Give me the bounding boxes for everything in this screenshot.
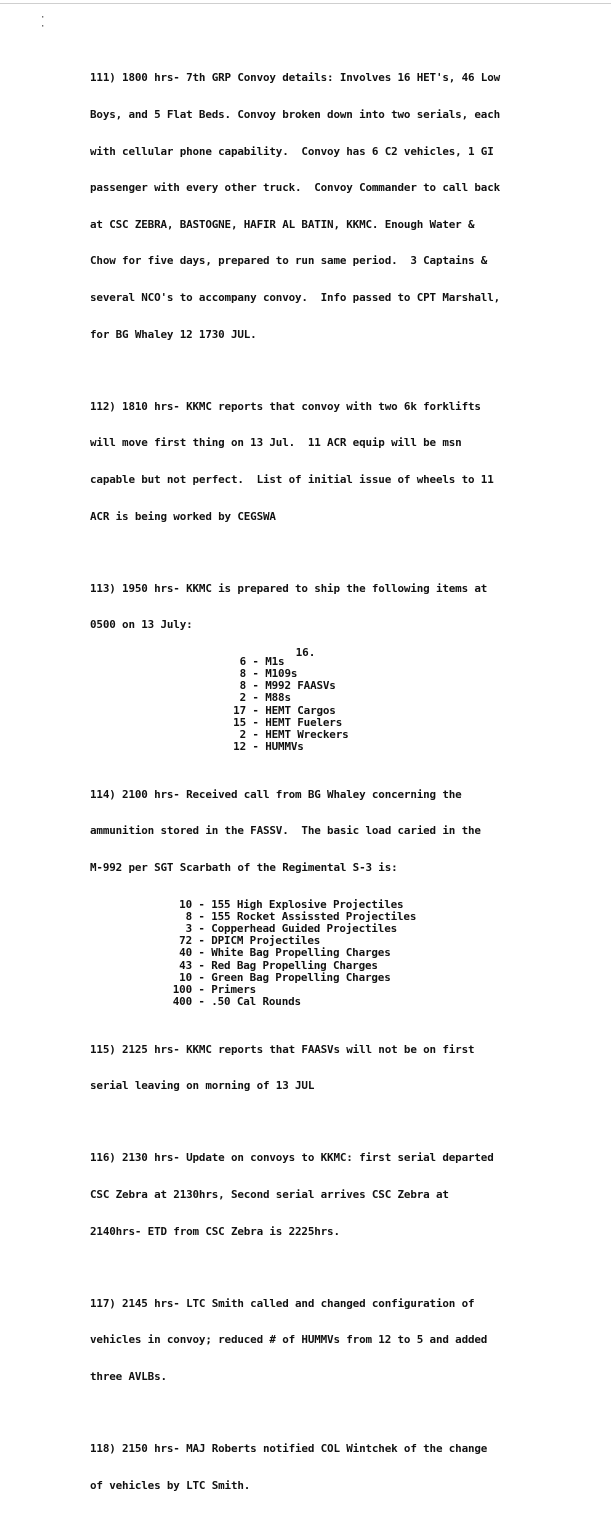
entry-113-line: 0500 on 13 July: <box>90 618 193 632</box>
item-name: M109s <box>265 666 298 680</box>
item-quantity: 2 <box>239 727 246 741</box>
entry-116-line: 2140hrs- ETD from CSC Zebra is 2225hrs. <box>90 1224 340 1238</box>
entry-114 <box>90 764 560 898</box>
list-item: 8 - M992 FAASVs <box>232 680 560 692</box>
scan-edge-line <box>0 3 611 4</box>
item-quantity: 17 <box>233 703 246 717</box>
list-item: 2 - HEMT Wreckers <box>232 729 560 741</box>
entry-116 <box>90 1128 560 1262</box>
entry-111-line: several NCO's to accompany convoy. Info passed to CPT Marshall, <box>90 291 501 305</box>
entry-112-line: capable but not perfect. List of initial issue of wheels to 11 <box>90 472 494 486</box>
entry-114-line: 114) 2100 hrs- Received call from BG Whaley concerning the <box>90 787 462 801</box>
ammunition-list <box>90 899 560 1009</box>
entry-111-line: at CSC ZEBRA, BASTOGNE, HAFIR AL BATIN, KKMC. Enough Water & <box>90 217 475 231</box>
item-name: DPICM Projectiles <box>211 934 321 948</box>
entry-113 <box>90 558 560 656</box>
entry-114-line: ammunition stored in the FASSV. The basic load caried in the <box>90 824 481 838</box>
item-name: 155 High Explosive Projectiles <box>211 897 404 911</box>
entry-114-line: M-992 per SGT Scarbath of the Regimental S-3 is: <box>90 861 398 874</box>
entry-111 <box>90 48 560 365</box>
list-item: 6 - M1s <box>232 656 560 668</box>
entry-115-line: serial leaving on morning of 13 JUL <box>90 1079 315 1093</box>
entry-112 <box>90 376 560 547</box>
entry-111-line: with cellular phone capability. Convoy has 6 C2 vehicles, 1 GI <box>90 144 494 158</box>
entry-111-line: Boys, and 5 Flat Beds. Convoy broken down into two serials, each <box>90 108 501 122</box>
item-name: HEMT Wreckers <box>265 727 349 741</box>
item-quantity: 8 <box>239 679 246 693</box>
item-name: 155 Rocket Assissted Projectiles <box>211 909 417 923</box>
list-item: 8 - M109s <box>232 668 560 680</box>
entry-117-line: vehicles in convoy; reduced # of HUMMVs from 12 to 5 and added <box>90 1333 488 1347</box>
item-quantity: 40 <box>179 946 192 960</box>
item-name: Red Bag Propelling Charges <box>211 958 378 972</box>
item-quantity: 12 <box>233 740 246 754</box>
entry-117-line: 117) 2145 hrs- LTC Smith called and changed configuration of <box>90 1296 475 1310</box>
entry-112-line: ACR is being worked by CEGSWA <box>90 509 276 523</box>
shipment-item-list <box>90 656 560 754</box>
item-quantity: 8 <box>185 909 192 923</box>
entry-116-line: 116) 2130 hrs- Update on convoys to KKMC: first serial departed <box>90 1151 494 1165</box>
item-quantity: 10 <box>179 970 192 984</box>
entry-115-line: 115) 2125 hrs- KKMC reports that FAASVs will not be on first <box>90 1042 475 1056</box>
item-name: HEMT Fuelers <box>265 715 343 729</box>
entry-115 <box>90 1019 560 1117</box>
item-quantity: 15 <box>233 715 246 729</box>
list-item: 17 - HEMT Cargos <box>233 703 336 717</box>
item-name: Primers <box>211 983 257 997</box>
entry-118-line: of vehicles by LTC Smith. <box>90 1478 251 1492</box>
item-quantity: 2 <box>239 691 246 705</box>
item-quantity: 400 <box>172 995 192 1009</box>
list-item: 400 - .50 Cal Rounds <box>168 996 560 1008</box>
item-quantity: 72 <box>179 934 192 948</box>
entry-111-line: 111) 1800 hrs- 7th GRP Convoy details: Involves 16 HET's, 46 Low <box>90 71 501 85</box>
list-item: 8 - 155 Rocket Assissted Projectiles <box>168 911 560 923</box>
item-quantity: 8 <box>239 666 246 680</box>
scan-marks: · · <box>40 13 46 32</box>
list-item: 10 - 155 High Explosive Projectiles <box>168 899 560 911</box>
page-number: 16. <box>295 646 316 659</box>
entry-116-line: CSC Zebra at 2130hrs, Second serial arrives CSC Zebra at <box>90 1188 449 1202</box>
entry-117-line: three AVLBs. <box>90 1369 167 1383</box>
item-quantity: 6 <box>239 654 246 668</box>
entry-118 <box>90 1419 560 1517</box>
item-name: HUMMVs <box>265 740 304 754</box>
entry-112-line: will move first thing on 13 Jul. 11 ACR equip will be msn <box>90 436 462 450</box>
item-name: HEMT Cargos <box>265 703 336 717</box>
list-item: 3 - Copperhead Guided Projectiles <box>168 923 560 935</box>
list-item: 10 - Green Bag Propelling Charges <box>168 972 560 984</box>
list-item: 2 - M88s <box>232 692 560 704</box>
item-name: Green Bag Propelling Charges <box>211 970 391 984</box>
entry-111-line: Chow for five days, prepared to run same period. 3 Captains & <box>90 254 488 268</box>
item-name: White Bag Propelling Charges <box>211 946 391 960</box>
entry-111-line: passenger with every other truck. Convoy Commander to call back <box>90 181 501 195</box>
entry-112-line: 112) 1810 hrs- KKMC reports that convoy with two 6k forklifts <box>90 399 481 413</box>
list-item: 43 - Red Bag Propelling Charges <box>168 960 560 972</box>
entry-111-line: for BG Whaley 12 1730 JUL. <box>90 327 257 341</box>
list-item: 40 - White Bag Propelling Charges <box>168 947 560 959</box>
entry-113-line: 113) 1950 hrs- KKMC is prepared to ship the following items at <box>90 581 488 595</box>
item-name: .50 Cal Rounds <box>211 995 301 1009</box>
entry-117 <box>90 1273 560 1407</box>
item-name: M992 FAASVs <box>265 679 336 693</box>
item-name: M88s <box>265 691 291 705</box>
item-quantity: 3 <box>185 922 192 936</box>
item-quantity: 43 <box>179 958 192 972</box>
entry-118-line: 118) 2150 hrs- MAJ Roberts notified COL Wintchek of the change <box>90 1441 488 1455</box>
list-item: 100 - Primers <box>168 984 560 996</box>
list-item: 72 - DPICM Projectiles <box>168 935 560 947</box>
item-name: Copperhead Guided Projectiles <box>211 922 398 936</box>
list-item: 15 - HEMT Fuelers <box>233 715 343 729</box>
item-quantity: 10 <box>179 897 192 911</box>
list-item: 12 - HUMMVs <box>233 740 304 754</box>
item-name: M1s <box>265 654 285 668</box>
item-quantity: 100 <box>172 983 192 997</box>
log-entries <box>90 48 560 1527</box>
